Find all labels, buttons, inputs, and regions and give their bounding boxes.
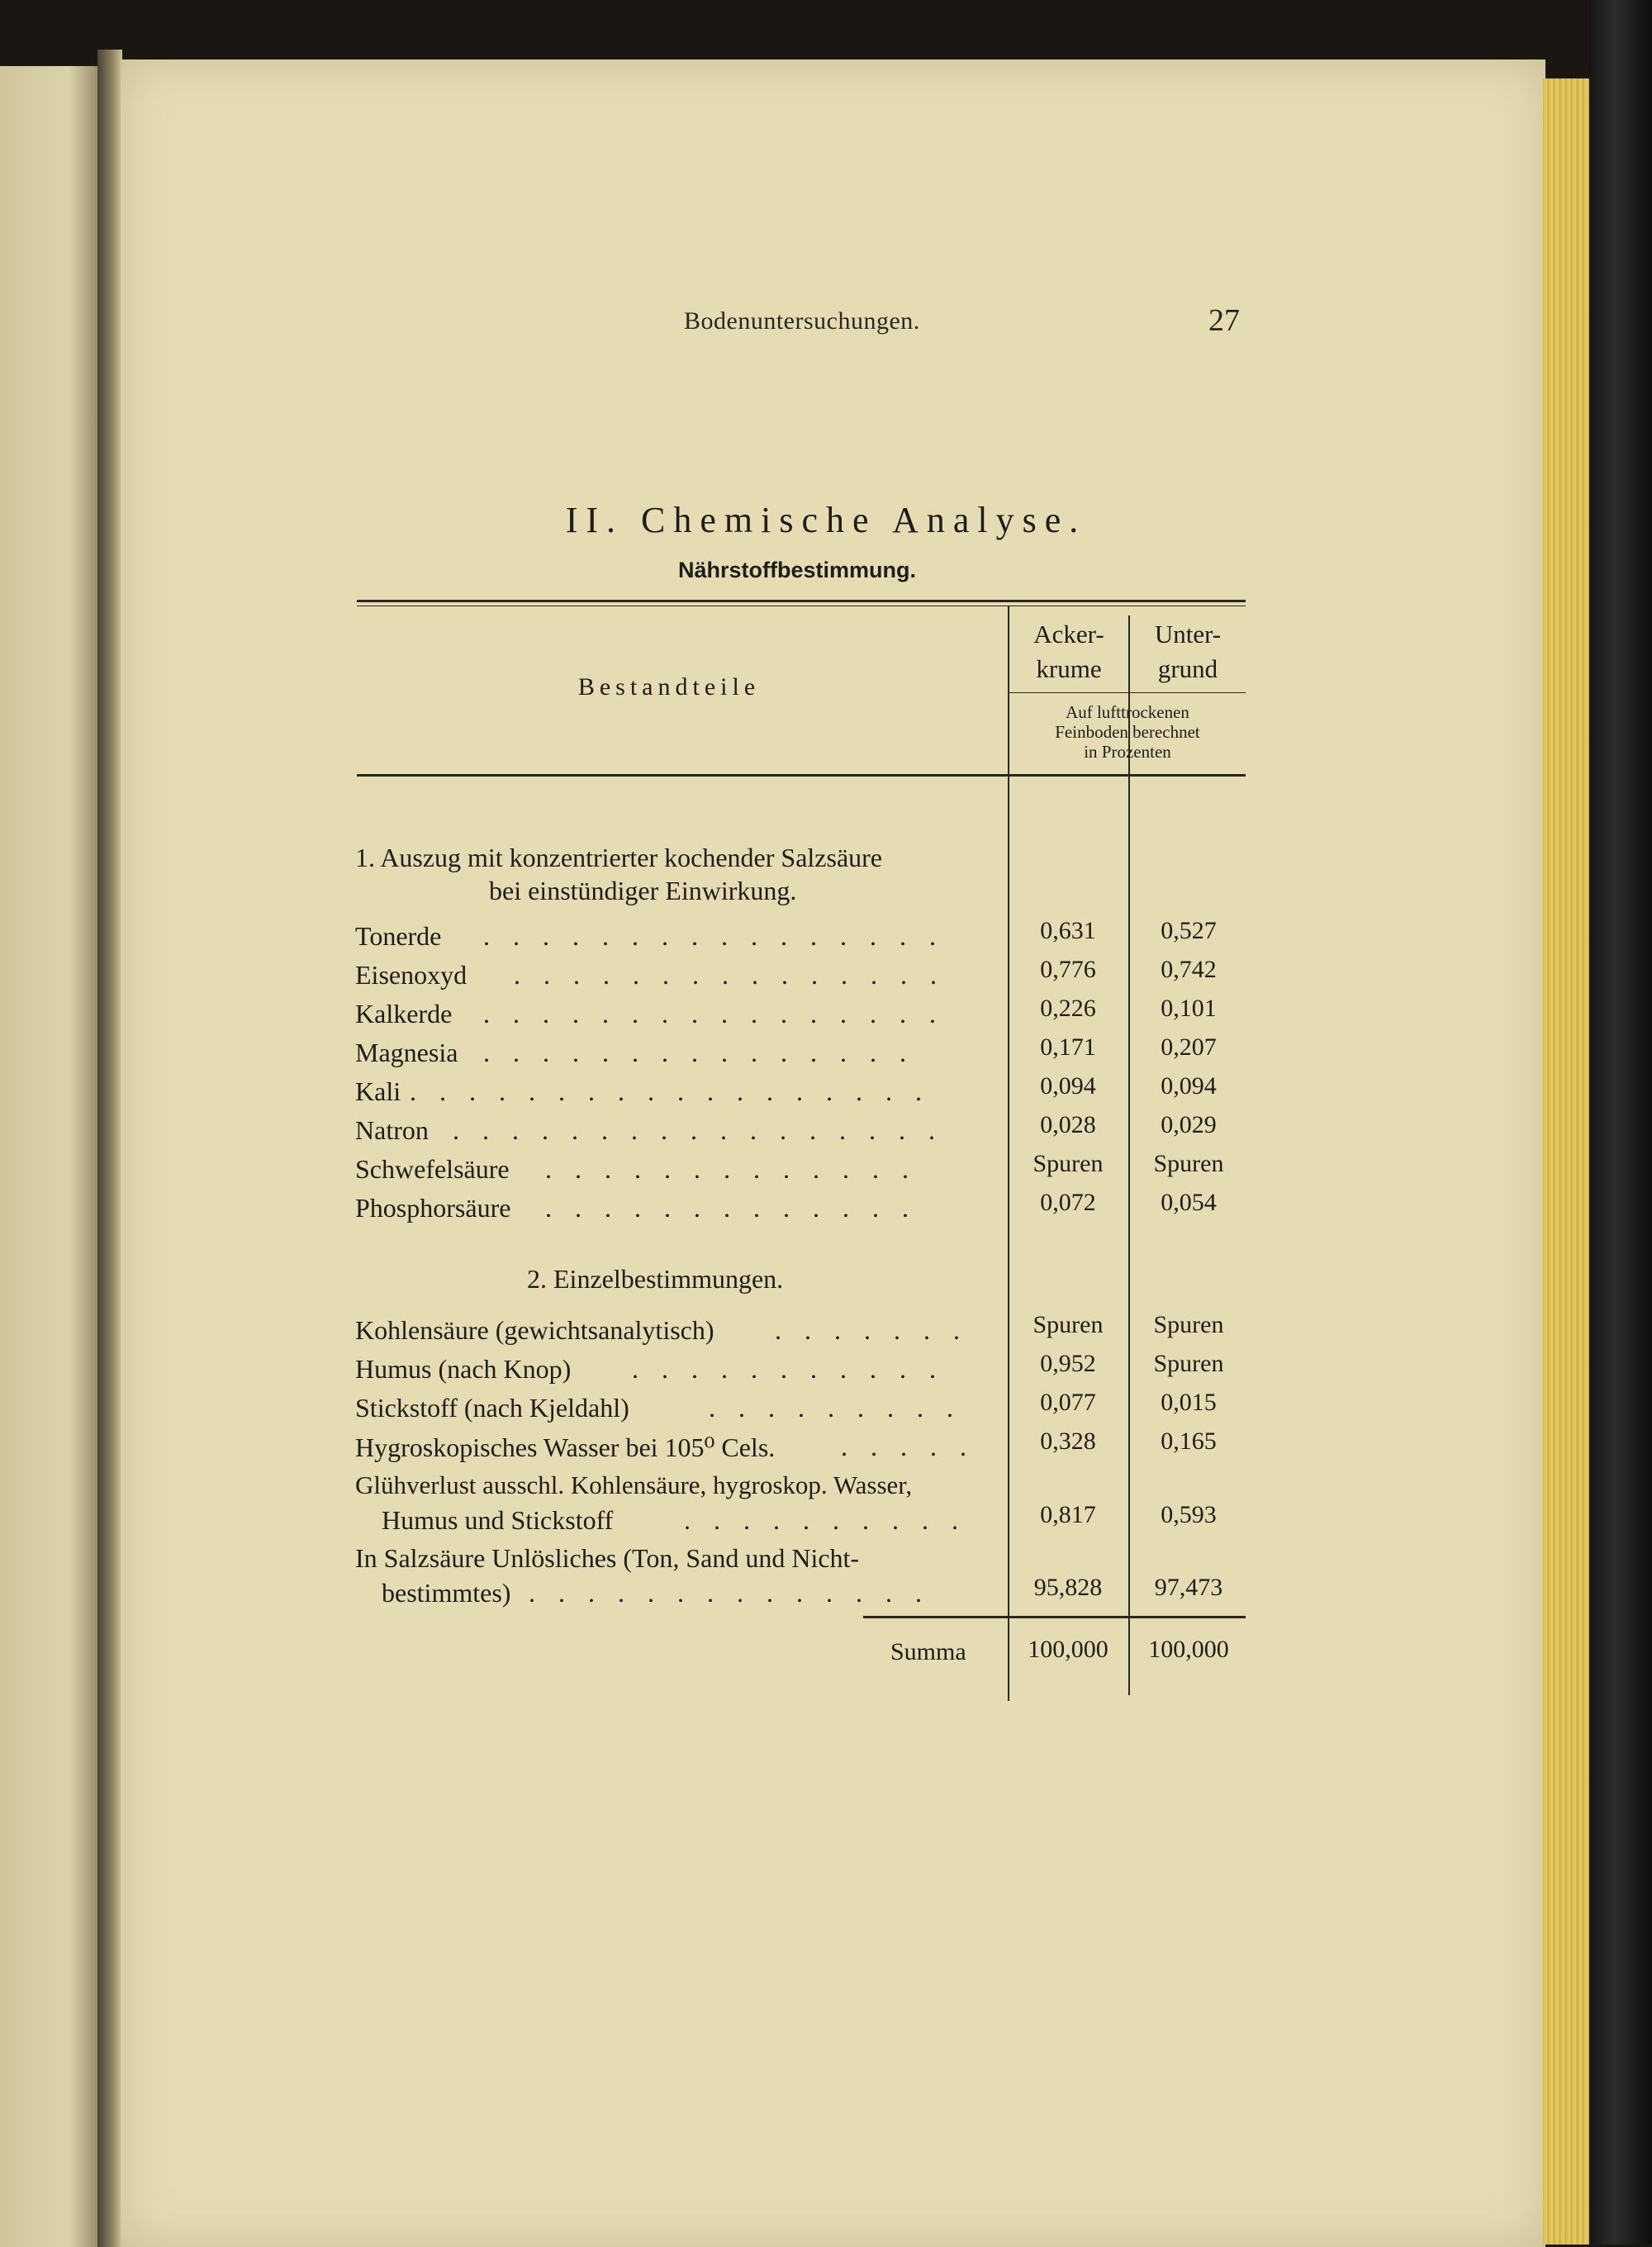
row-dots: . . . . . . . . . . . . .: [545, 1154, 917, 1184]
row-dots: . . . . . . . . . . . . . . . . .: [453, 1115, 943, 1145]
row-label: In Salzsäure Unlösliches (Ton, Sand und Nicht-: [355, 1543, 860, 1573]
page: [121, 59, 1545, 2247]
row-label: Stickstoff (nach Kjeldahl): [355, 1393, 629, 1423]
row-value-untergrund: 0,165: [1161, 1428, 1217, 1455]
summa-label: Summa: [890, 1638, 966, 1665]
section-title: II. Chemische Analyse.: [565, 500, 1087, 540]
row-dots: . . . . . . .: [775, 1315, 968, 1345]
row-value-untergrund: 0,742: [1161, 956, 1217, 983]
section-subtitle: Nährstoffbestimmung.: [677, 558, 916, 582]
unit-note-3: in Prozenten: [1084, 742, 1171, 762]
book-gutter: [97, 50, 122, 2247]
row-value-untergrund: 97,473: [1154, 1574, 1223, 1601]
row-label: Natron: [355, 1115, 429, 1145]
row-label: Humus und Stickstoff: [382, 1505, 614, 1535]
row-dots: . . . . . . . . . . . . . . . . . .: [410, 1076, 930, 1106]
section2-heading: 2. Einzelbestimmungen.: [527, 1264, 784, 1294]
row-value-ackerkrume: 0,952: [1040, 1350, 1096, 1377]
row-label: Magnesia: [355, 1038, 458, 1067]
row-value-ackerkrume: 0,028: [1040, 1111, 1096, 1138]
row-value-ackerkrume: 0,072: [1040, 1189, 1096, 1216]
row-value-untergrund: 0,593: [1161, 1501, 1217, 1528]
row-dots: . . . . . . . . . . . . . . . .: [483, 999, 944, 1028]
row-value-ackerkrume: 0,077: [1040, 1389, 1096, 1416]
row-value-ackerkrume: 0,328: [1040, 1428, 1096, 1455]
book-binding: [1589, 0, 1652, 2245]
row-dots: . . . . . . . . . . . . . . .: [514, 960, 945, 990]
row-label: Phosphorsäure: [355, 1193, 511, 1223]
row-value-ackerkrume: 0,817: [1040, 1501, 1096, 1528]
row-dots: . . . . . . . . . .: [684, 1505, 966, 1535]
row-value-untergrund: 0,094: [1161, 1072, 1217, 1100]
row-dots: . . . . . . . . . . . . .: [545, 1193, 917, 1223]
header-divider-rule: [1008, 692, 1246, 693]
row-label: Kali: [355, 1076, 401, 1106]
row-dots: . . . . . . . . .: [709, 1393, 961, 1423]
summa-value-ackerkrume: 100,000: [1028, 1636, 1108, 1663]
column-header-ackerkrume-2: krume: [1036, 654, 1102, 683]
row-label: Glühverlust ausschl. Kohlensäure, hygroskop. Wasser,: [355, 1470, 913, 1499]
unit-note-1: Auf lufttrockenen: [1066, 702, 1189, 722]
section1-heading-line1: 1. Auszug mit konzentrierter kochender Salzsäure: [355, 843, 882, 872]
row-value-ackerkrume: 95,828: [1033, 1574, 1103, 1601]
row-dots: . . . . . . . . . . . . . . . .: [483, 921, 944, 951]
header-bottom-rule: [357, 774, 1246, 777]
row-value-ackerkrume: Spuren: [1032, 1311, 1104, 1338]
row-value-untergrund: 0,029: [1161, 1111, 1217, 1138]
row-label: Kalkerde: [355, 999, 453, 1028]
section1-heading-line2: bei einstündiger Einwirkung.: [489, 876, 797, 905]
row-value-ackerkrume: 0,776: [1040, 956, 1096, 983]
table-top-rule: [357, 600, 1246, 602]
row-label: Schwefelsäure: [355, 1154, 510, 1184]
row-value-ackerkrume: Spuren: [1032, 1150, 1104, 1177]
row-dots: . . . . . . . . . . . . . .: [529, 1578, 930, 1608]
row-value-untergrund: 0,527: [1161, 917, 1217, 944]
page-number: 27: [1208, 303, 1240, 338]
summa-value-untergrund: 100,000: [1148, 1636, 1229, 1663]
row-value-ackerkrume: 0,094: [1040, 1072, 1096, 1100]
row-value-untergrund: 0,101: [1161, 995, 1217, 1022]
row-label: Tonerde: [355, 921, 442, 951]
row-value-untergrund: 0,054: [1161, 1189, 1217, 1216]
page-block-edge: [1543, 78, 1589, 2245]
row-value-untergrund: 0,015: [1161, 1389, 1217, 1416]
row-label: Eisenoxyd: [355, 960, 468, 990]
row-label: Humus (nach Knop): [355, 1354, 572, 1384]
row-value-ackerkrume: 0,631: [1040, 917, 1096, 944]
row-dots: . . . . .: [841, 1432, 975, 1461]
column-header-untergrund-2: grund: [1157, 654, 1218, 683]
row-label: Hygroskopisches Wasser bei 105⁰ Cels.: [355, 1432, 776, 1462]
column-header-ackerkrume-1: Acker-: [1033, 620, 1104, 648]
row-label: bestimmtes): [382, 1578, 511, 1608]
row-value-untergrund: 0,207: [1161, 1033, 1217, 1061]
row-dots: . . . . . . . . . . .: [632, 1354, 944, 1384]
row-label: Kohlensäure (gewichtsanalytisch): [355, 1315, 714, 1345]
row-value-untergrund: Spuren: [1153, 1150, 1224, 1177]
summa-rule: [863, 1616, 1246, 1618]
row-value-ackerkrume: 0,171: [1040, 1033, 1096, 1061]
left-page-edge: [0, 66, 97, 2247]
unit-note-2: Feinboden berechnet: [1055, 722, 1200, 742]
row-dots: . . . . . . . . . . . . . . .: [483, 1038, 914, 1067]
row-value-untergrund: Spuren: [1153, 1350, 1224, 1377]
column-header-bestandteile: Bestandteile: [577, 673, 761, 701]
running-head: Bodenuntersuchungen.: [684, 307, 920, 335]
column-header-untergrund-1: Unter-: [1154, 620, 1222, 648]
row-value-ackerkrume: 0,226: [1040, 995, 1096, 1022]
row-value-untergrund: Spuren: [1153, 1311, 1224, 1338]
